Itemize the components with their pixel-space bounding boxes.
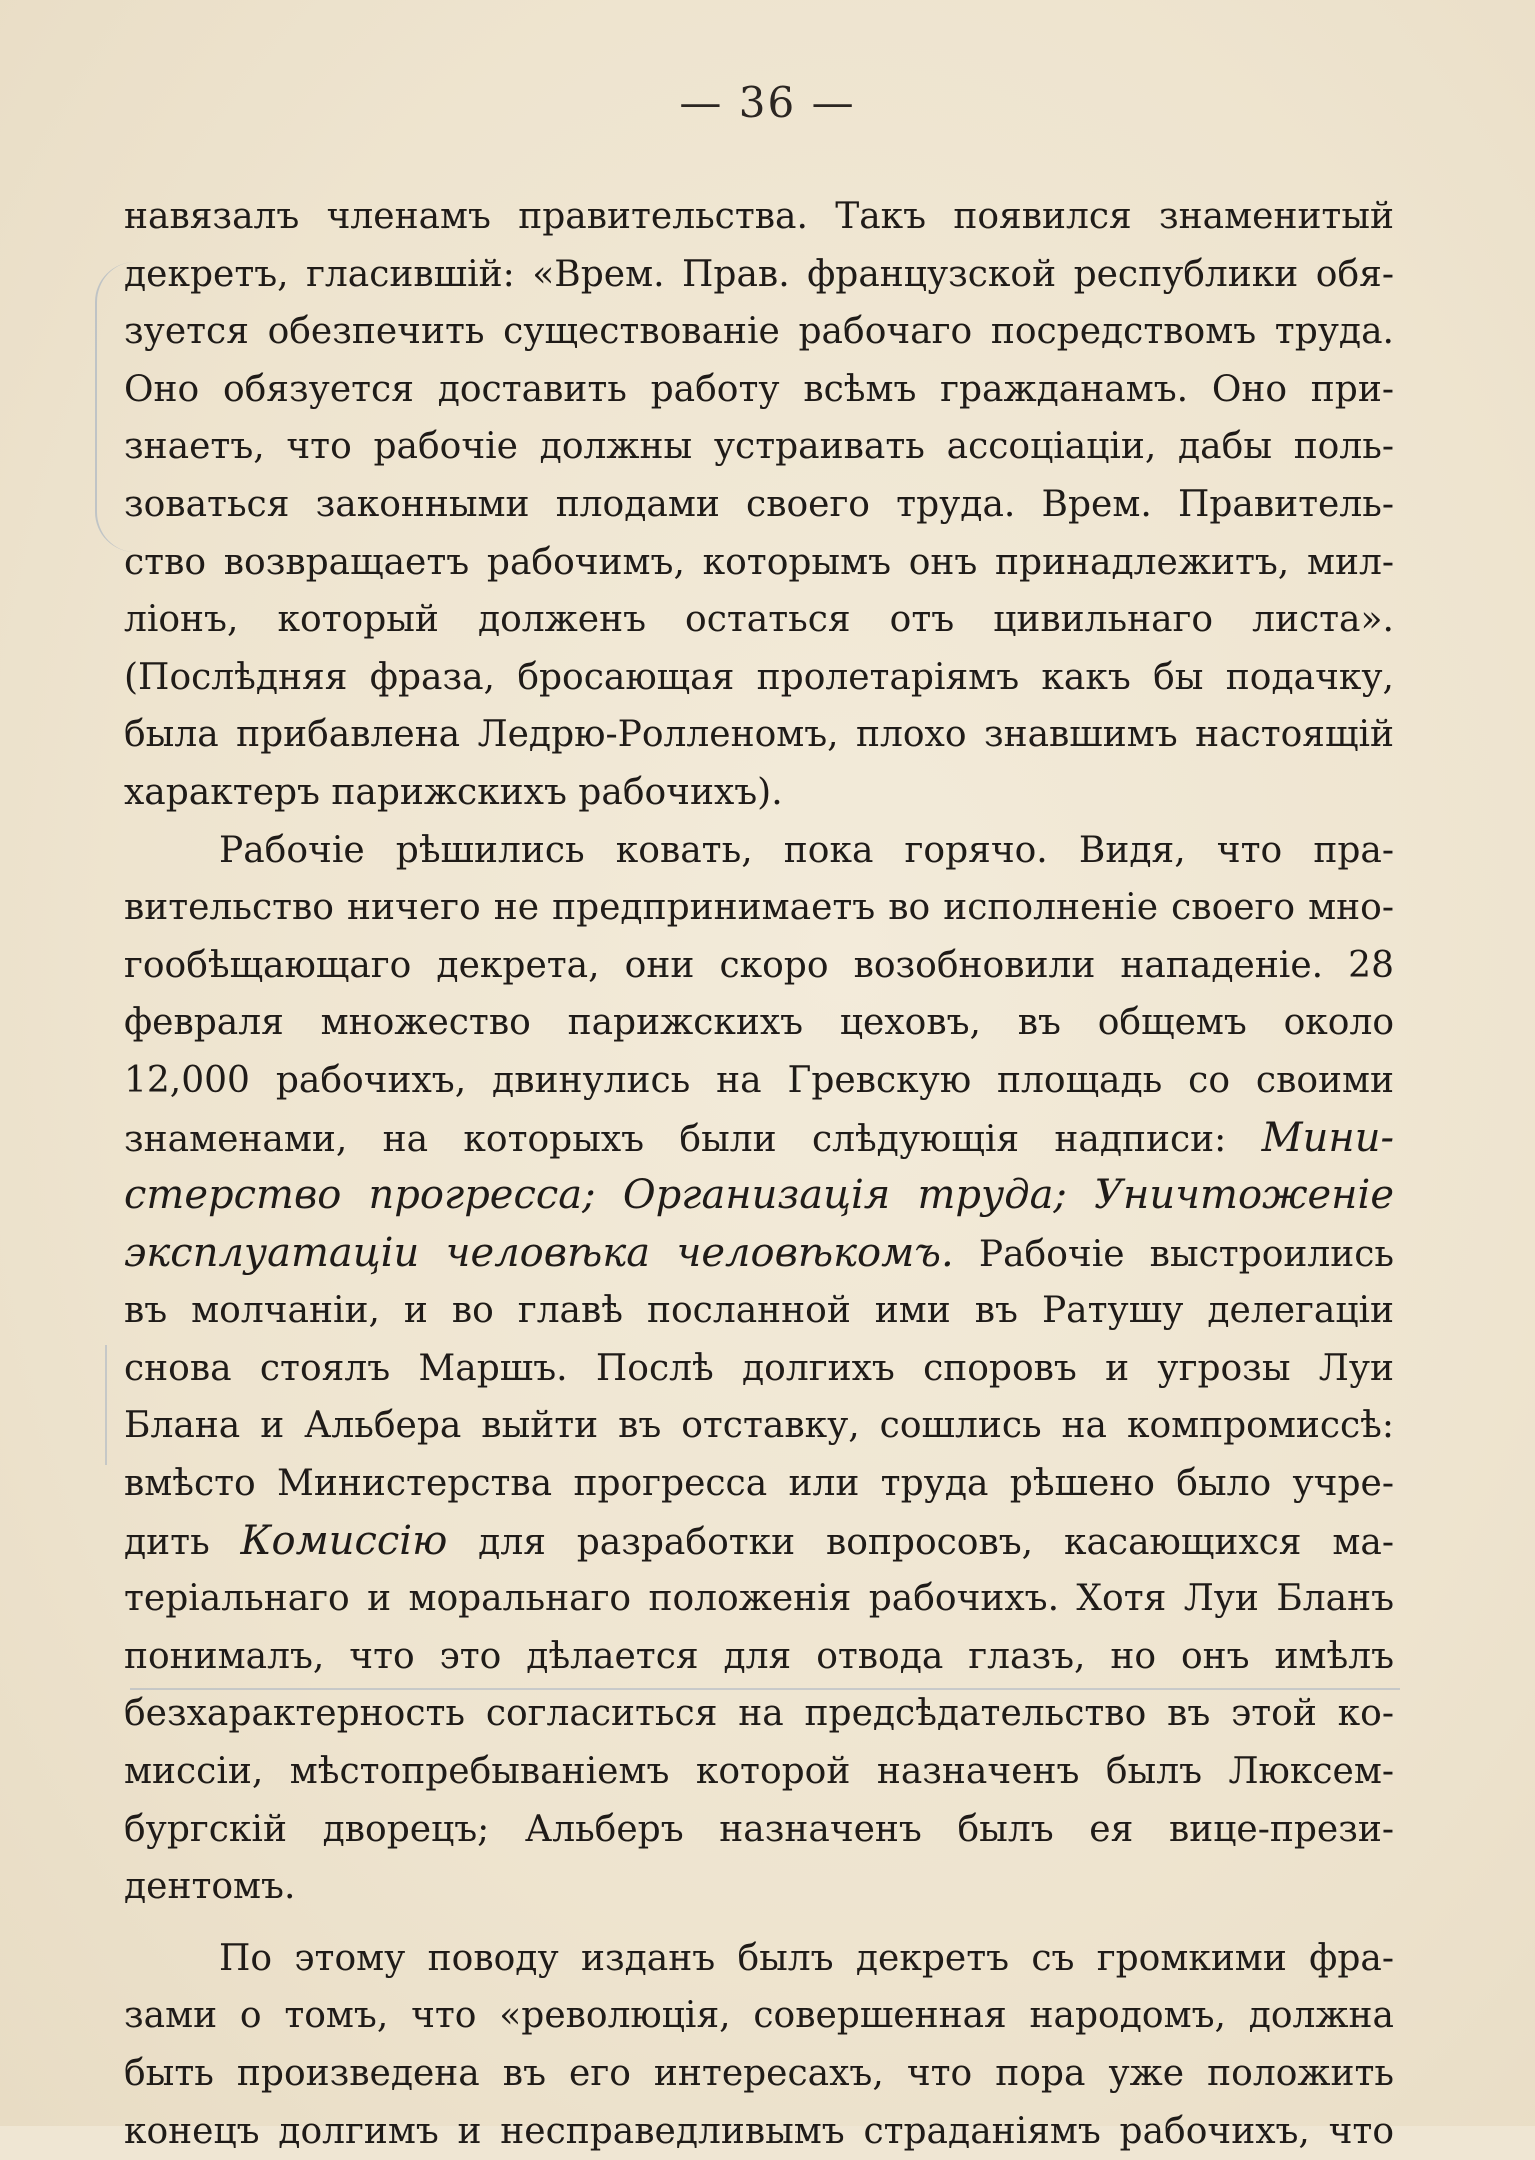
text-line: навязалъ членамъ правительства. Такъ появился знаменитый xyxy=(124,196,1394,237)
text-line: была прибавлена Ледрю-Ролленомъ, плохо знавшимъ настоящій xyxy=(124,714,1394,756)
page-number: — 36 — xyxy=(679,78,856,127)
text-line: дентомъ. xyxy=(124,1866,296,1908)
text-line: въ молчаніи, и во главѣ посланной ими въ Ратушу делегаціи xyxy=(124,1290,1394,1332)
text-line: Блана и Альбера выйти въ отставку, сошлись на компромиссѣ: xyxy=(124,1405,1394,1447)
text-line: (Послѣдняя фраза, бросающая пролетаріямъ какъ бы подачку, xyxy=(124,656,1394,698)
body-text xyxy=(124,188,1394,2160)
text-line: конецъ долгимъ и несправедливымъ страданіямъ рабочихъ, что xyxy=(124,2110,1394,2152)
text-line xyxy=(124,1167,1394,1225)
italic-text: стерство прогресса; Организація труда; Уничтоженіе xyxy=(124,1172,1394,1219)
text-line: декретъ, гласившій: «Врем. Прав. французской республики обя- xyxy=(124,253,1394,295)
text-line: гообѣщающаго декрета, они скоро возобновили нападеніе. 28 xyxy=(124,944,1394,986)
text-line: эксплуатаціи человѣка человѣкомъ. Рабочіе выстроились xyxy=(124,1229,1394,1276)
text-line: вмѣсто Министерства прогресса или труда рѣшено было учре- xyxy=(124,1463,1394,1505)
text-line: Рабочіе рѣшились ковать, пока горячо. Видя, что пра- xyxy=(219,829,1394,871)
text-line: знаменами, на которыхъ были слѣдующія надписи: Мини- xyxy=(124,1114,1394,1161)
text-line: ство возвращаетъ рабочимъ, которымъ онъ принадлежитъ, мил- xyxy=(124,541,1394,583)
text-line: февраля множество парижскихъ цеховъ, въ общемъ около xyxy=(124,1002,1394,1044)
text-line: зоваться законными плодами своего труда. Врем. Правитель- xyxy=(124,483,1394,525)
text-line: снова стоялъ Маршъ. Послѣ долгихъ споровъ и угрозы Луи xyxy=(124,1347,1394,1389)
italic-text: Мини- xyxy=(1261,1114,1394,1161)
text-line: 12,000 рабочихъ, двинулись на Гревскую площадь со своими xyxy=(124,1059,1394,1101)
text-line: зами о томъ, что «революція, совершенная народомъ, должна xyxy=(124,1995,1394,2037)
text-line: ліонъ, который долженъ остаться отъ цивильнаго листа». xyxy=(124,599,1394,641)
text-line: теріальнаго и моральнаго положенія рабочихъ. Хотя Луи Бланъ xyxy=(124,1578,1394,1620)
italic-text: Комиссію xyxy=(240,1517,448,1564)
italic-text: эксплуатаціи человѣка человѣкомъ. xyxy=(124,1229,954,1276)
text-line: безхарактерность согласиться на предсѣдательство въ этой ко- xyxy=(124,1693,1394,1735)
text-line: миссіи, мѣстопребываніемъ которой назначенъ былъ Люксем- xyxy=(124,1751,1394,1793)
text-line: быть произведена въ его интересахъ, что пора уже положить xyxy=(124,2053,1394,2094)
text-line: По этому поводу изданъ былъ декретъ съ громкими фра- xyxy=(219,1937,1394,1979)
text-line: понималъ, что это дѣлается для отвода глазъ, но онъ имѣлъ xyxy=(124,1635,1394,1677)
text-line: вительство ничего не предпринимаетъ во исполненіе своего мно- xyxy=(124,887,1394,929)
text-line: Оно обязуется доставить работу всѣмъ гражданамъ. Оно при- xyxy=(124,368,1394,410)
text-line: зуется обезпечить существованіе рабочаго посредствомъ труда. xyxy=(124,311,1394,353)
text-line: бургскій дворецъ; Альберъ назначенъ былъ ея вице-прези- xyxy=(124,1808,1394,1850)
text-line: дить Комиссію для разработки вопросовъ, касающихся ма- xyxy=(124,1517,1394,1564)
text-line: характеръ парижскихъ рабочихъ). xyxy=(124,771,783,813)
text-line: знаетъ, что рабочіе должны устраивать ассоціаціи, дабы поль- xyxy=(124,426,1394,468)
